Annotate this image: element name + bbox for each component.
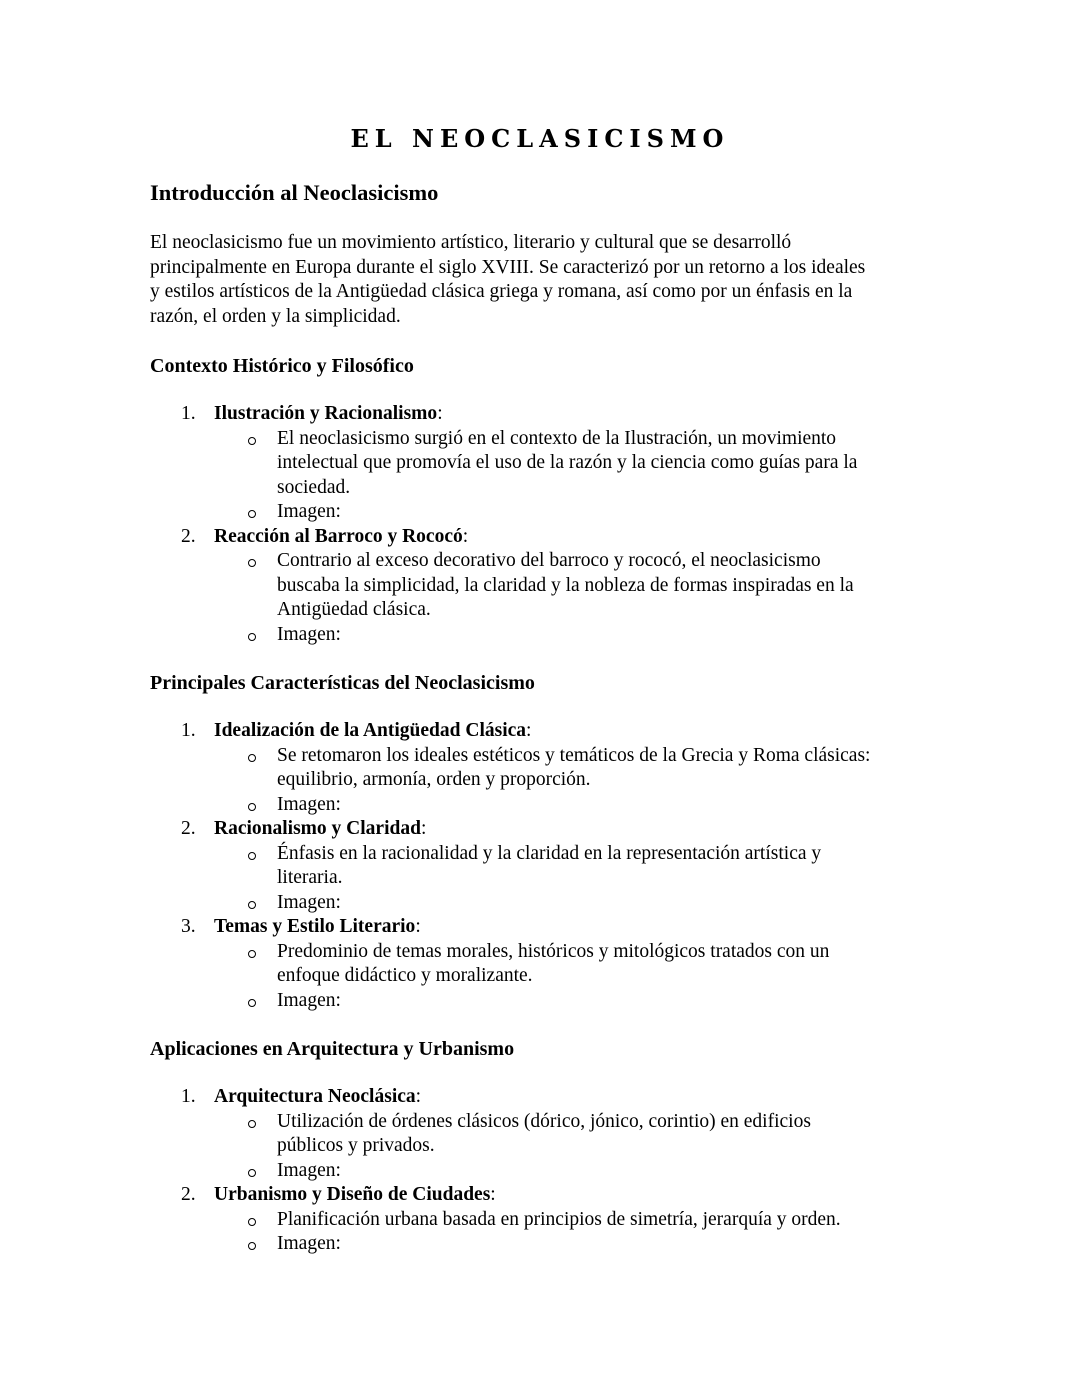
section-heading-caracteristicas: Principales Características del Neoclasicismo [150, 672, 535, 694]
list-item [150, 719, 940, 744]
section-list-aplicaciones [150, 1085, 940, 1257]
bullet-item [150, 793, 940, 818]
bullet-line: Planificación urbana basada en principios de simetría, jerarquía y orden. [277, 1208, 841, 1230]
item-colon: : [462, 525, 469, 547]
intro-line: principalmente en Europa durante el siglo XVIII. Se caracterizó por un retorno a los ideales [150, 256, 866, 278]
bullet-line: Imagen: [277, 501, 341, 522]
item-number: 2. [181, 818, 196, 839]
item-colon: : [420, 818, 427, 839]
intro-line: y estilos artísticos de la Antigüedad clásica griega y romana, así como por un énfasis en la [150, 281, 853, 302]
circle-bullet-icon [248, 901, 256, 909]
list-item [150, 1183, 940, 1208]
circle-bullet-icon [248, 633, 256, 641]
bullet-line: Imagen: [277, 623, 341, 645]
list-item [150, 1085, 940, 1110]
list-item [150, 525, 940, 550]
circle-bullet-icon [248, 510, 256, 518]
circle-bullet-icon [248, 852, 256, 860]
section-list-contexto [150, 402, 940, 647]
circle-bullet-icon [248, 437, 256, 445]
bullet-line: Imagen: [277, 891, 341, 913]
item-title: Reacción al Barroco y Rococó [214, 525, 463, 547]
bullet-line: literaria. [277, 867, 343, 888]
item-title: Temas y Estilo Literario [214, 916, 416, 937]
bullet-item [150, 891, 940, 916]
item-number: 1. [181, 403, 196, 424]
item-colon: : [490, 1184, 496, 1205]
item-title: Arquitectura Neoclásica [214, 1086, 416, 1107]
bullet-item [150, 842, 940, 891]
item-colon: : [437, 403, 443, 424]
circle-bullet-icon [248, 1218, 256, 1226]
circle-bullet-icon [248, 803, 256, 811]
circle-bullet-icon [248, 950, 256, 958]
list-item [150, 817, 940, 842]
item-number: 2. [181, 525, 196, 547]
bullet-line: Antigüedad clásica. [277, 599, 431, 620]
section-list-caracteristicas [150, 719, 940, 1013]
bullet-line: Se retomaron los ideales estéticos y temáticos de la Grecia y Roma clásicas: [277, 744, 871, 766]
intro-line: razón, el orden y la simplicidad. [150, 305, 401, 327]
circle-bullet-icon [248, 1169, 256, 1177]
intro-heading: Introducción al Neoclasicismo [150, 180, 439, 205]
item-title: Urbanismo y Diseño de Ciudades [214, 1184, 491, 1205]
list-item [150, 915, 940, 940]
circle-bullet-icon [248, 1242, 256, 1250]
item-number: 3. [181, 916, 196, 937]
item-number: 1. [181, 720, 196, 741]
bullet-line: enfoque didáctico y moralizante. [277, 965, 533, 986]
bullet-line: públicos y privados. [277, 1135, 435, 1156]
bullet-item [150, 940, 940, 989]
bullet-item [150, 989, 940, 1014]
bullet-item [150, 1208, 940, 1233]
bullet-line: Imagen: [277, 793, 341, 815]
intro-paragraph [150, 231, 940, 329]
bullet-line: intelectual que promovía el uso de la razón y la ciencia como guías para la [277, 452, 858, 473]
section-heading-contexto: Contexto Histórico y Filosófico [150, 355, 414, 377]
bullet-item [150, 623, 940, 648]
item-number: 2. [181, 1184, 196, 1205]
item-title: Idealización de la Antigüedad Clásica [214, 720, 527, 741]
bullet-item [150, 549, 940, 623]
item-colon: : [526, 720, 532, 741]
section-heading-aplicaciones: Aplicaciones en Arquitectura y Urbanismo [150, 1038, 515, 1060]
circle-bullet-icon [248, 754, 256, 762]
item-colon: : [415, 1086, 422, 1107]
bullet-line: Contrario al exceso decorativo del barroco y rococó, el neoclasicismo [277, 550, 821, 571]
list-item [150, 402, 940, 427]
bullet-line: Imagen: [277, 1159, 341, 1181]
item-number: 1. [181, 1086, 196, 1107]
bullet-line: Imagen: [277, 989, 341, 1011]
bullet-line: Predominio de temas morales, históricos y mitológicos tratados con un [277, 940, 830, 962]
circle-bullet-icon [248, 1120, 256, 1128]
circle-bullet-icon [248, 559, 256, 567]
bullet-item [150, 1232, 940, 1257]
circle-bullet-icon [248, 999, 256, 1007]
item-title: Ilustración y Racionalismo [214, 403, 438, 424]
bullet-line: equilibrio, armonía, orden y proporción. [277, 769, 591, 790]
intro-line: El neoclasicismo fue un movimiento artístico, literario y cultural que se desarrolló [150, 232, 792, 253]
bullet-line: buscaba la simplicidad, la claridad y la nobleza de formas inspiradas en la [277, 574, 854, 596]
bullet-item [150, 1159, 940, 1184]
bullet-item [150, 1110, 940, 1159]
bullet-line: El neoclasicismo surgió en el contexto de la Ilustración, un movimiento [277, 427, 837, 449]
item-colon: : [415, 916, 421, 937]
bullet-line: Imagen: [277, 1233, 341, 1254]
bullet-item [150, 427, 940, 501]
bullet-item [150, 744, 940, 793]
bullet-line: sociedad. [277, 476, 351, 498]
bullet-item [150, 500, 940, 525]
bullet-line: Utilización de órdenes clásicos (dórico, jónico, corintio) en edificios [277, 1110, 811, 1132]
bullet-line: Énfasis en la racionalidad y la claridad en la representación artística y [277, 842, 822, 864]
page-title: EL NEOCLASICISMO [350, 124, 730, 153]
item-title: Racionalismo y Claridad [214, 818, 421, 839]
